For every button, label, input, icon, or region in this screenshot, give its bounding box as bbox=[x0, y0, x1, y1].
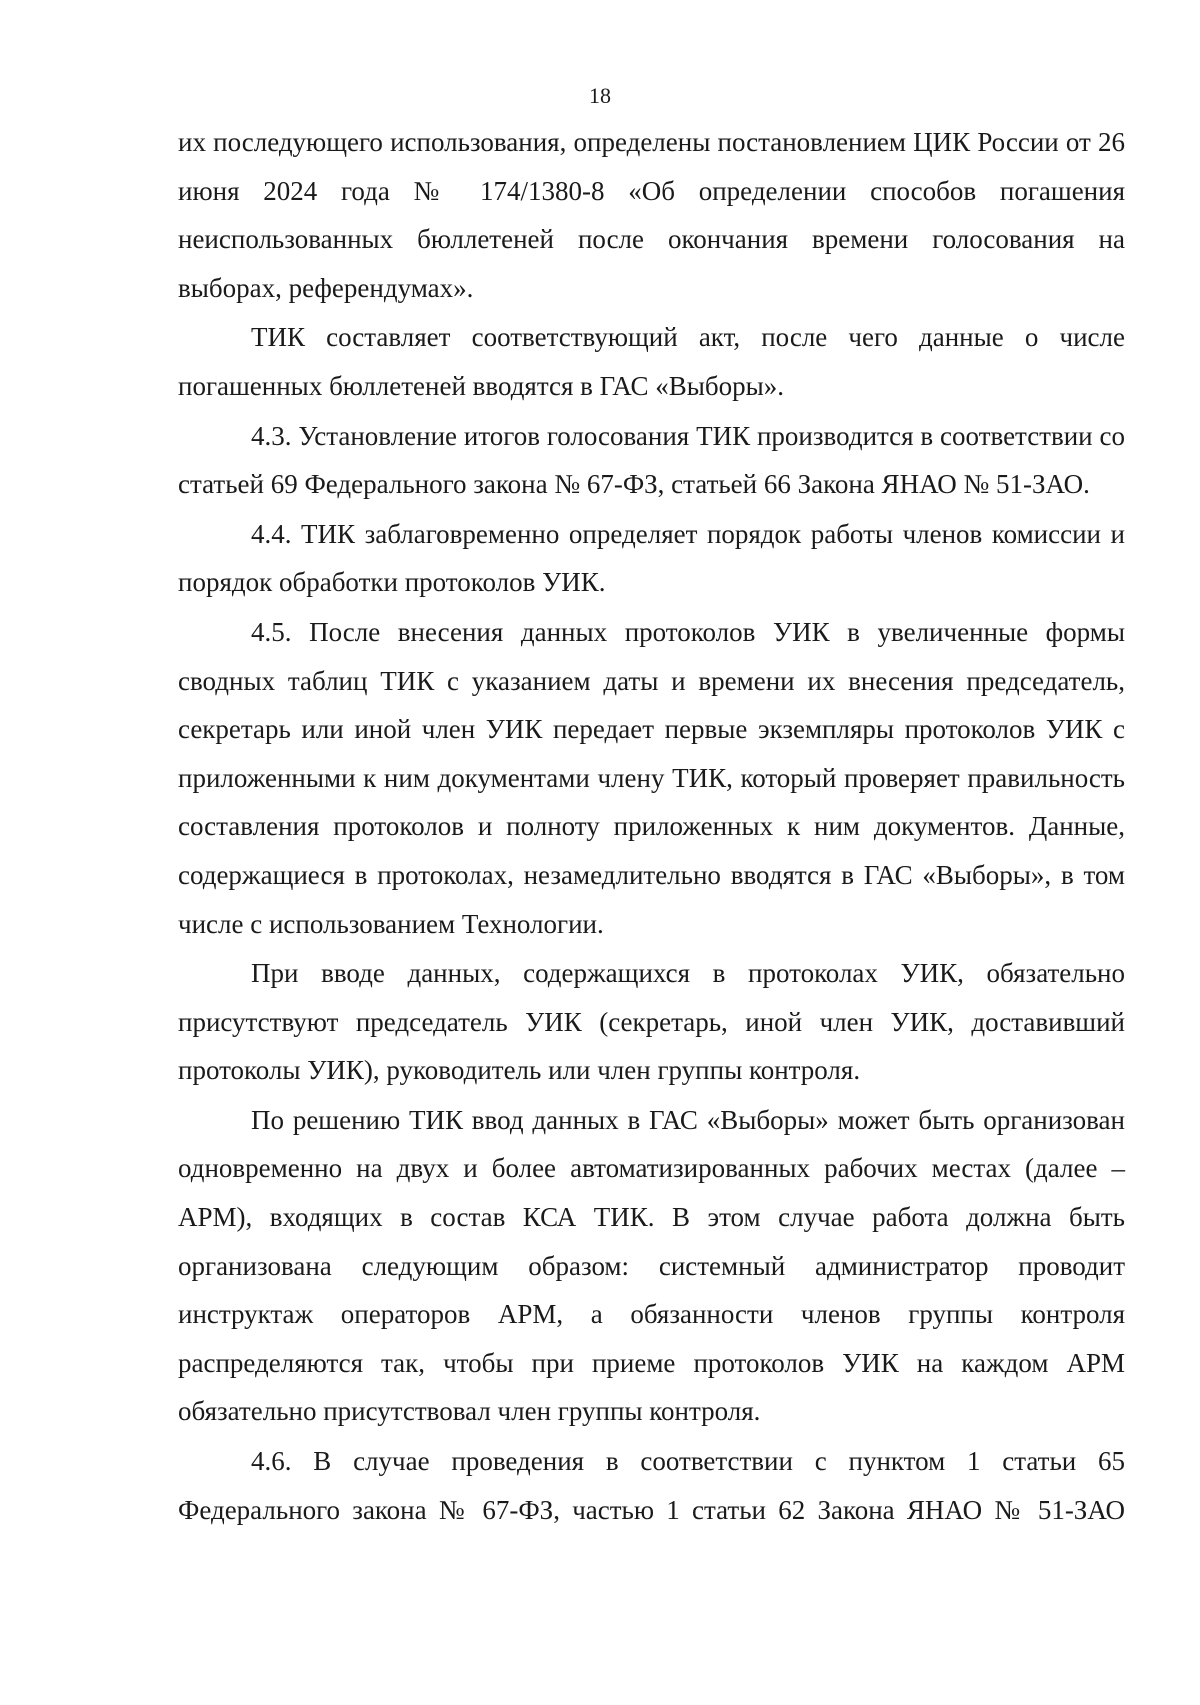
paragraph-arm: По решению ТИК ввод данных в ГАС «Выборы» может быть организован одновременно на двух и более автоматизированных рабочих местах (далее – АРМ), входящих в состав КСА ТИК. В этом случае работа должна быть организована следующим образом: системный администратор проводит инструктаж операторов АРМ, а обязанности членов группы контроля распределяются так, чтобы при приеме протоколов УИК на каждом АРМ обязательно присутствовал член группы контроля. bbox=[178, 1104, 1125, 1427]
page-number: 18 bbox=[589, 83, 611, 108]
paragraph-4-6: 4.6. В случае проведения в соответствии с пунктом 1 статьи 65 Федерального закона № 67-ФЗ, частью 1 статьи 62 Закона ЯНАО № 51-ЗАО bbox=[178, 1446, 1125, 1525]
document-body bbox=[178, 118, 1125, 1535]
paragraph-continuation: их последующего использования, определены постановлением ЦИК России от 26 июня 2024 года № 174/1380-8 «Об определении способов погашения неиспользованных бюллетеней после окончания времени голосования на выборах, референдумах». bbox=[178, 127, 1125, 303]
paragraph-4-5: 4.5. После внесения данных протоколов УИК в увеличенные формы сводных таблиц ТИК с указанием даты и времени их внесения председатель, секретарь или иной член УИК передает первые экземпляры протоколов УИК с приложенными к ним документами члену ТИК, который проверяет правильность составления протоколов и полноту приложенных к ним документов. Данные, содержащиеся в протоколах, незамедлительно вводятся в ГАС «Выборы», в том числе с использованием Технологии. bbox=[178, 616, 1125, 939]
paragraph-tik-act: ТИК составляет соответствующий акт, после чего данные о числе погашенных бюллетеней вводятся в ГАС «Выборы». bbox=[178, 322, 1125, 401]
paragraph-4-4: 4.4. ТИК заблаговременно определяет порядок работы членов комиссии и порядок обработки протоколов УИК. bbox=[178, 518, 1125, 598]
paragraph-data-entry: При вводе данных, содержащихся в протоколах УИК, обязательно присутствуют председатель УИК (секретарь, иной член УИК, доставивший протоколы УИК), руководитель или член группы контроля. bbox=[178, 958, 1125, 1086]
paragraph-4-3: 4.3. Установление итогов голосования ТИК производится в соответствии со статьей 69 Федерального закона № 67-ФЗ, статьей 66 Закона ЯНАО № 51-ЗАО. bbox=[178, 420, 1125, 500]
